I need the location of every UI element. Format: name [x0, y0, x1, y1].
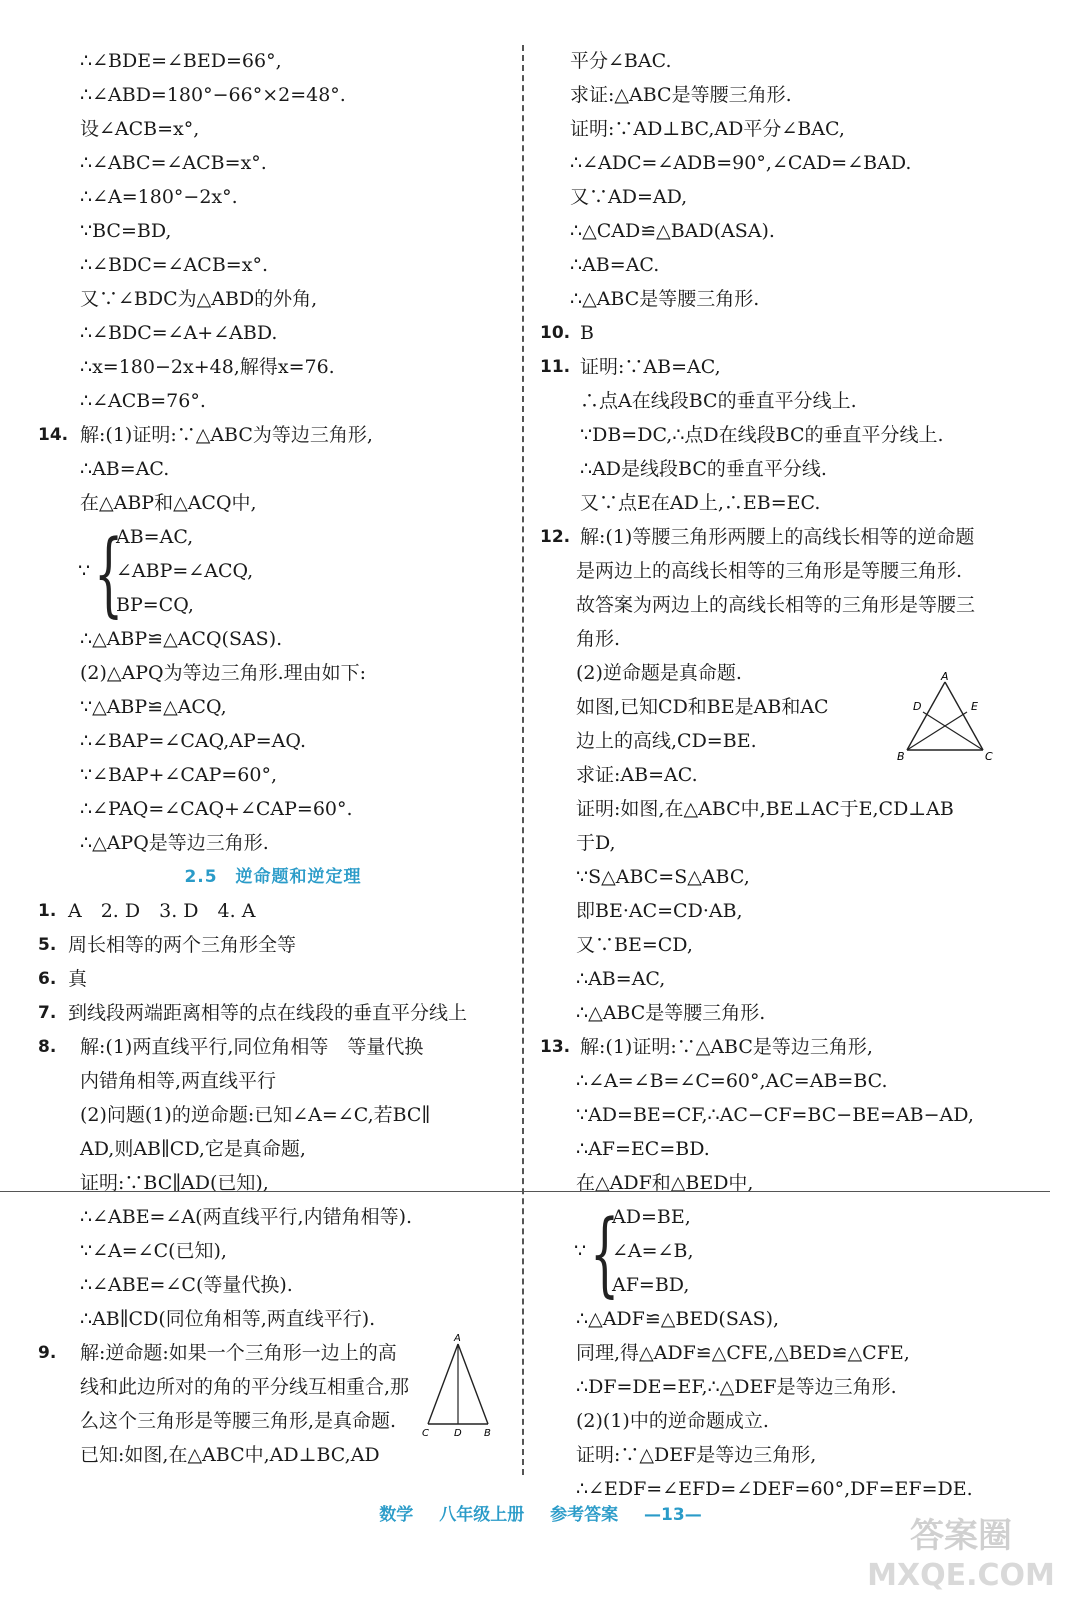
answer-line — [38, 418, 508, 452]
answer-line — [540, 418, 1030, 452]
answer-line — [38, 180, 508, 214]
question-number: 1. — [38, 901, 57, 921]
answer-line — [540, 384, 1030, 418]
answer-text: (2)(1)中的逆命题成立. — [576, 1410, 769, 1432]
answer-line — [540, 1370, 1030, 1404]
answer-line — [38, 1132, 508, 1166]
answer-text: ∴∠BDC=∠A+∠ABD. — [80, 322, 278, 344]
answer-line — [38, 1030, 508, 1064]
answer-line — [540, 1404, 1030, 1438]
answer-text: 边上的高线,CD=BE. — [576, 730, 757, 752]
answer-line — [38, 1098, 508, 1132]
answer-text: ∴∠ABC=∠ACB=x°. — [80, 152, 267, 174]
footer-page-number: —13— — [644, 1505, 702, 1525]
brace-item: ∠A=∠B, — [612, 1240, 694, 1262]
answer-line — [540, 180, 1030, 214]
answer-text: 解:(1)两直线平行,同位角相等 等量代换 — [80, 1036, 424, 1058]
answer-line — [540, 1166, 1030, 1200]
answer-line — [38, 214, 508, 248]
answer-text: ∴∠ABE=∠C(等量代换). — [80, 1274, 293, 1296]
answer-text: (2)逆命题是真命题. — [576, 662, 742, 684]
question-number: 5. — [38, 935, 57, 955]
answer-text: 如图,已知CD和BE是AB和AC — [576, 696, 829, 718]
answer-text: 解:(1)等腰三角形两腰上的高线长相等的逆命题 — [580, 526, 975, 548]
answer-line — [540, 962, 1030, 996]
answer-line — [540, 44, 1030, 78]
answer-line — [38, 1064, 508, 1098]
answer-line — [38, 690, 508, 724]
answer-text: 证明:∵AB=AC, — [580, 356, 721, 378]
answer-text: ∴△CAD≌△BAD(ASA). — [570, 220, 775, 242]
answer-line — [38, 282, 508, 316]
right-column — [540, 44, 1030, 1506]
answer-text: ∵AD=BE=CF,∴AC−CF=BC−BE=AB−AD, — [576, 1104, 974, 1126]
answer-line — [38, 724, 508, 758]
answer-line — [38, 996, 508, 1030]
answer-text: ∴∠BDE=∠BED=66°, — [80, 50, 282, 72]
answer-text: 已知:如图,在△ABC中,AD⊥BC,AD — [80, 1444, 380, 1466]
answer-text: ∴△ABP≌△ACQ(SAS). — [80, 628, 283, 650]
answer-text: 即BE·AC=CD·AB, — [576, 900, 743, 922]
answer-text: 设∠ACB=x°, — [80, 118, 200, 140]
answer-text: ∵BC=BD, — [80, 220, 172, 242]
answer-text: ∴AB∥CD(同位角相等,两直线平行). — [80, 1308, 376, 1330]
answer-line — [540, 928, 1030, 962]
question-number: 9. — [38, 1343, 57, 1363]
answer-line — [38, 112, 508, 146]
answer-text: 证明:∵AD⊥BC,AD平分∠BAC, — [570, 118, 845, 140]
answer-text: ∴∠A=∠B=∠C=60°,AC=AB=BC. — [576, 1070, 888, 1092]
answer-text: ∴x=180−2x+48,解得x=76. — [80, 356, 335, 378]
answer-line — [38, 452, 508, 486]
fig12-label-a: A — [941, 672, 949, 683]
left-column — [38, 44, 508, 1472]
answer-line — [38, 248, 508, 282]
triangle-figure-q12 — [895, 672, 1005, 764]
answer-text: ∴AB=AC, — [576, 968, 666, 990]
answer-text: ∴△APQ是等边三角形. — [80, 832, 269, 854]
answer-line — [38, 1268, 508, 1302]
answer-text: ∴DF=DE=EF,∴△DEF是等边三角形. — [576, 1376, 897, 1398]
answer-text: 求证:AB=AC. — [576, 764, 698, 786]
answer-text: 在△ADF和△BED中, — [576, 1172, 754, 1194]
answer-text: 证明:∵BC∥AD(已知), — [80, 1172, 269, 1194]
answer-line — [540, 78, 1030, 112]
answer-line — [540, 826, 1030, 860]
answer-text: ∴AB=AC. — [570, 254, 660, 276]
curly-brace: { — [94, 520, 124, 627]
column-divider — [522, 45, 524, 1475]
brace-item: ∠ABP=∠ACQ, — [116, 560, 254, 582]
section-heading — [38, 860, 508, 894]
watermark-logo — [861, 1507, 1061, 1592]
question-number: 13. — [540, 1037, 571, 1057]
fig9-label-d: D — [454, 1428, 462, 1438]
answer-line — [540, 996, 1030, 1030]
answer-line — [540, 1098, 1030, 1132]
answer-text: 又∵AD=AD, — [570, 186, 688, 208]
brace-item: AD=BE, — [612, 1206, 691, 1228]
answer-text: ∴AB=AC. — [80, 458, 170, 480]
answer-line — [540, 554, 1030, 588]
answer-text: (2)问题(1)的逆命题:已知∠A=∠C,若BC∥ — [80, 1104, 431, 1126]
curly-brace: { — [590, 1200, 620, 1307]
watermark-brand: 答案圈 — [910, 1516, 1012, 1556]
page-fold-line — [0, 1191, 1050, 1192]
answer-line — [540, 282, 1030, 316]
answer-text: ∵DB=DC,∴点D在线段BC的垂直平分线上. — [580, 424, 944, 446]
answer-text: 平分∠BAC. — [570, 50, 672, 72]
answer-line — [540, 860, 1030, 894]
answer-line — [38, 486, 508, 520]
answer-text: ∵∠A=∠C(已知), — [80, 1240, 227, 1262]
answer-text: B — [580, 322, 594, 344]
answer-text: 么这个三角形是等腰三角形,是真命题. — [80, 1410, 397, 1432]
answer-line — [540, 792, 1030, 826]
answer-text: A 2. D 3. D 4. A — [68, 900, 256, 922]
answer-text: 又∵BE=CD, — [576, 934, 693, 956]
answer-line — [38, 826, 508, 860]
section-title: 2.5 逆命题和逆定理 — [184, 867, 362, 887]
answer-text: 是两边上的高线长相等的三角形是等腰三角形. — [576, 560, 963, 582]
answer-line — [38, 622, 508, 656]
answer-line — [38, 758, 508, 792]
fig9-label-c: C — [422, 1428, 429, 1438]
answer-line — [540, 1064, 1030, 1098]
answer-text: ∴∠ADC=∠ADB=90°,∠CAD=∠BAD. — [570, 152, 912, 174]
answer-line — [540, 1030, 1030, 1064]
answer-text: 解:(1)证明:∵△ABC是等边三角形, — [580, 1036, 873, 1058]
answer-line — [540, 588, 1030, 622]
question-number: 6. — [38, 969, 57, 989]
answer-text: 证明:如图,在△ABC中,BE⊥AC于E,CD⊥AB — [576, 798, 954, 820]
brace-item: BP=CQ, — [116, 594, 194, 616]
answer-line — [38, 894, 508, 928]
answer-text: 真 — [68, 968, 88, 990]
answer-text: ∴∠ABD=180°−66°×2=48°. — [80, 84, 346, 106]
footer-section: 参考答案 — [550, 1505, 619, 1525]
because-symbol: ∵ — [78, 560, 91, 582]
answer-text: 在△ABP和△ACQ中, — [80, 492, 257, 514]
fig12-label-d: D — [913, 700, 922, 713]
answer-text: ∴∠ABE=∠A(两直线平行,内错角相等). — [80, 1206, 413, 1228]
brace-item: AB=AC, — [116, 526, 194, 548]
answer-text: ∴∠ACB=76°. — [80, 390, 206, 412]
answer-text: ∴∠PAQ=∠CAQ+∠CAP=60°. — [80, 798, 353, 820]
answer-text: 内错角相等,两直线平行 — [80, 1070, 277, 1092]
answer-text: ∴∠BAP=∠CAQ,AP=AQ. — [80, 730, 307, 752]
answer-line — [38, 384, 508, 418]
footer-subject: 数学 — [379, 1505, 414, 1525]
answer-text: 又∵点E在AD上,∴EB=EC. — [580, 492, 821, 514]
answer-text: ∴点A在线段BC的垂直平分线上. — [580, 390, 857, 412]
answer-text: ∴∠EDF=∠EFD=∠DEF=60°,DF=EF=DE. — [576, 1478, 973, 1500]
fig9-label-a: A — [454, 1333, 461, 1344]
answer-text: ∵△ABP≌△ACQ, — [80, 696, 227, 718]
question-number: 8. — [38, 1037, 57, 1057]
answer-text: 又∵∠BDC为△ABD的外角, — [80, 288, 318, 310]
answer-text: ∴△ABC是等腰三角形. — [576, 1002, 766, 1024]
answer-line — [38, 350, 508, 384]
because-symbol: ∵ — [574, 1240, 587, 1262]
fig12-label-b: B — [897, 750, 905, 763]
answer-text: 到线段两端距离相等的点在线段的垂直平分线上 — [68, 1002, 468, 1024]
fig12-label-e: E — [971, 700, 978, 713]
answer-line — [38, 78, 508, 112]
answer-text: 周长相等的两个三角形全等 — [68, 934, 297, 956]
answer-line — [38, 44, 508, 78]
answer-line — [540, 1438, 1030, 1472]
answer-line — [38, 656, 508, 690]
answer-line — [540, 1336, 1030, 1370]
answer-text: ∴△ABC是等腰三角形. — [570, 288, 760, 310]
answer-text: ∵S△ABC=S△ABC, — [576, 866, 750, 888]
answer-text: 求证:△ABC是等腰三角形. — [570, 84, 792, 106]
answer-text: 解:(1)证明:∵△ABC为等边三角形, — [80, 424, 373, 446]
answer-line — [38, 1438, 508, 1472]
answer-text: 故答案为两边上的高线长相等的三角形是等腰三 — [576, 594, 976, 616]
watermark-url: MXQE.COM — [867, 1558, 1055, 1592]
answer-line — [38, 1234, 508, 1268]
answer-text: (2)△APQ为等边三角形.理由如下: — [80, 662, 367, 684]
answer-text: ∴AF=EC=BD. — [576, 1138, 710, 1160]
answer-text: 线和此边所对的角的平分线互相重合,那 — [80, 1376, 410, 1398]
answer-text: ∴∠BDC=∠ACB=x°. — [80, 254, 268, 276]
answer-line — [38, 962, 508, 996]
footer-grade: 八年级上册 — [439, 1505, 525, 1525]
brace-system — [38, 520, 508, 627]
answer-text: AD,则AB∥CD,它是真命题, — [80, 1138, 306, 1160]
answer-line — [38, 1200, 508, 1234]
answer-line — [540, 1302, 1030, 1336]
question-number: 7. — [38, 1003, 57, 1023]
question-number: 12. — [540, 527, 571, 547]
answer-line — [540, 316, 1030, 350]
answer-text: ∴∠A=180°−2x°. — [80, 186, 238, 208]
answer-line — [540, 1132, 1030, 1166]
answer-line — [38, 1166, 508, 1200]
answer-line — [540, 146, 1030, 180]
answer-line — [540, 486, 1030, 520]
brace-system — [540, 1200, 1030, 1307]
answer-line — [540, 452, 1030, 486]
fig12-label-c: C — [985, 750, 993, 763]
question-number: 11. — [540, 357, 571, 377]
fig9-label-b: B — [484, 1428, 491, 1438]
brace-item: AF=BD, — [612, 1274, 690, 1296]
answer-line — [38, 928, 508, 962]
answer-line — [38, 792, 508, 826]
answer-line — [540, 112, 1030, 146]
answer-line — [540, 894, 1030, 928]
answer-line — [540, 214, 1030, 248]
answer-text: 解:逆命题:如果一个三角形一边上的高 — [80, 1342, 397, 1364]
answer-text: 证明:∵△DEF是等边三角形, — [576, 1444, 817, 1466]
answer-line — [38, 146, 508, 180]
answer-text: ∴△ADF≌△BED(SAS), — [576, 1308, 780, 1330]
answer-line — [540, 622, 1030, 656]
answer-line — [38, 316, 508, 350]
answer-text: ∵∠BAP+∠CAP=60°, — [80, 764, 277, 786]
answer-text: ∴AD是线段BC的垂直平分线. — [580, 458, 827, 480]
answer-text: 于D, — [576, 832, 616, 854]
answer-line — [540, 248, 1030, 282]
answer-text: 角形. — [576, 628, 621, 650]
answer-line — [540, 520, 1030, 554]
question-number: 14. — [38, 425, 69, 445]
question-number: 10. — [540, 323, 571, 343]
triangle-figure-q9 — [418, 1330, 496, 1438]
answer-text: 同理,得△ADF≌△CFE,△BED≌△CFE, — [576, 1342, 910, 1364]
answer-line — [540, 350, 1030, 384]
